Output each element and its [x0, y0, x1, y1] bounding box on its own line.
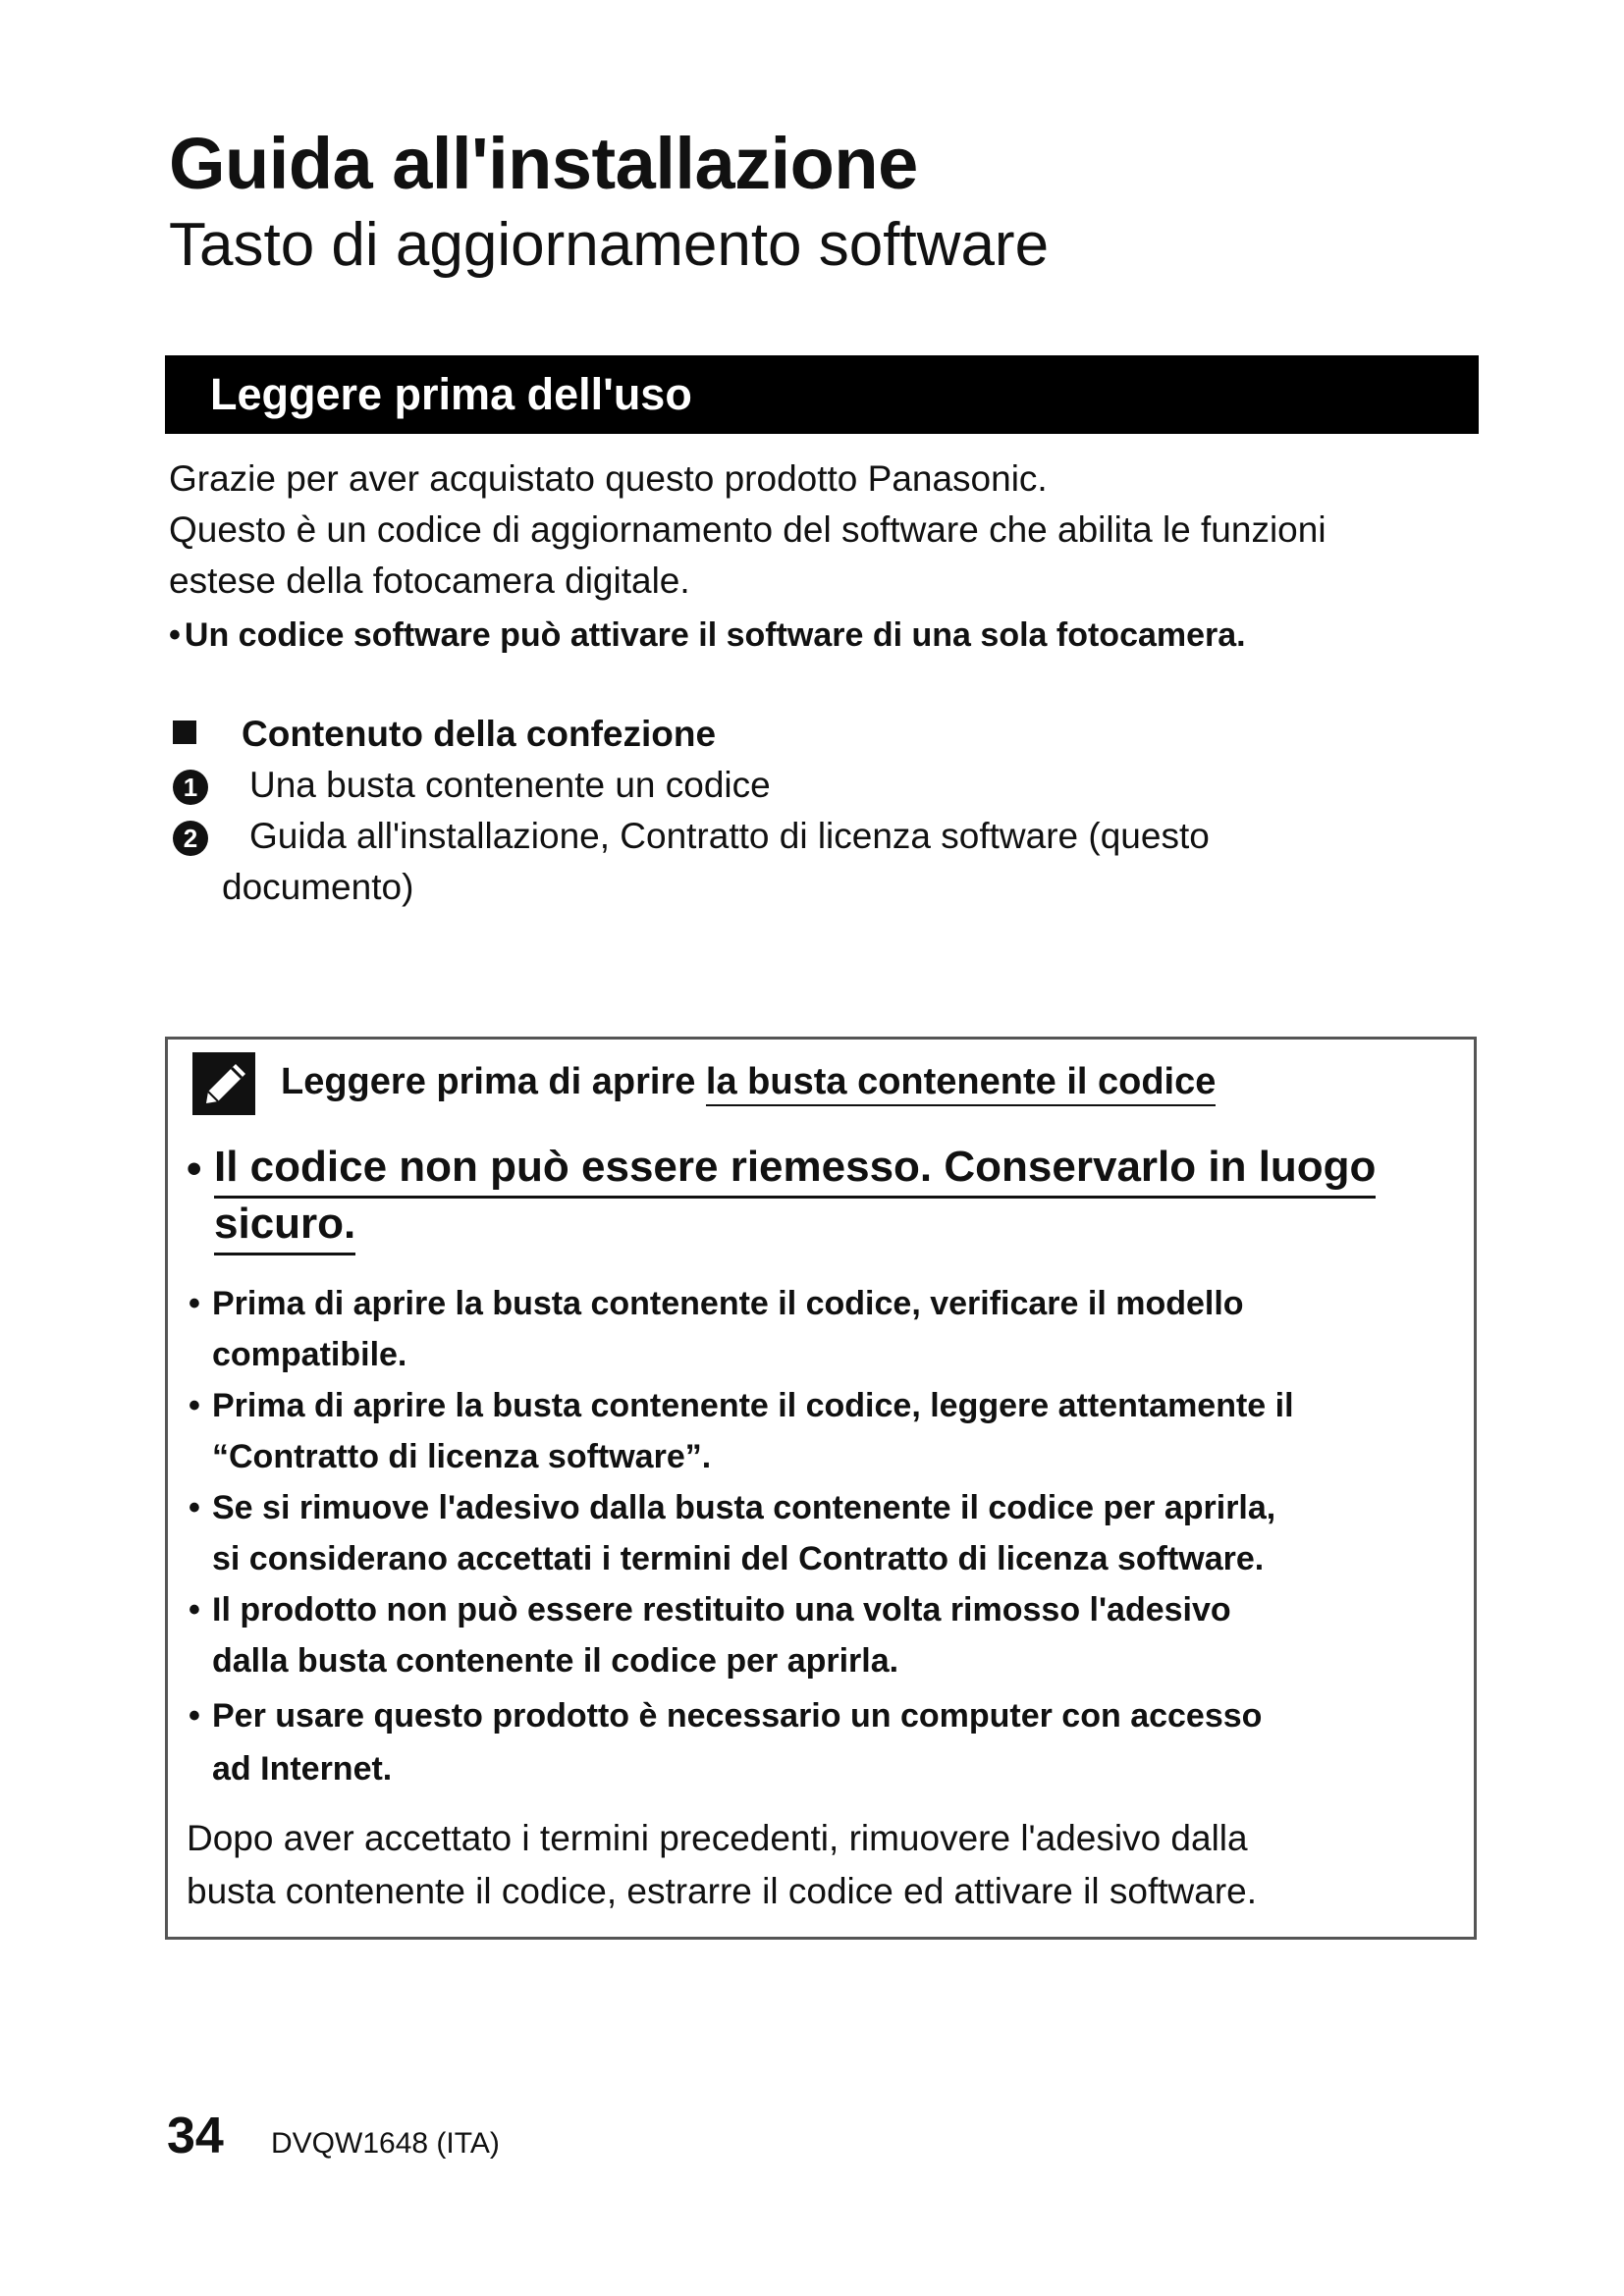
page-number: 34 [167, 2108, 224, 2164]
notice-bullet-5-line-2: ad Internet. [212, 1750, 393, 1788]
notice-heading-underlined: la busta contenente il codice [706, 1061, 1216, 1106]
notice-bullet-4-line-1: Il prodotto non può essere restituito una volta rimosso l'adesivo [212, 1591, 1231, 1629]
intro-bold-bullet [169, 613, 1246, 658]
notice-heading-prefix: Leggere prima di aprire [281, 1061, 706, 1102]
warning-line-2: sicuro. [214, 1196, 355, 1255]
intro-bold-text: Un codice software può attivare il software di una sola fotocamera. [184, 616, 1246, 654]
page-subtitle: Tasto di aggiornamento software [169, 211, 1050, 279]
document-code: DVQW1648 (ITA) [271, 2127, 500, 2160]
section-bar-label: Leggere prima dell'uso [210, 369, 692, 419]
pencil-note-icon [192, 1052, 255, 1115]
contents-heading [173, 709, 716, 760]
bullet-dot: • [189, 1489, 200, 1526]
warning-bullet-dot: • [187, 1145, 202, 1193]
notice-bullet-2-line-1: Prima di aprire la busta contenente il codice, leggere attentamente il [212, 1387, 1294, 1424]
notice-closing [187, 1812, 1463, 1918]
notice-bullet-4-line-2: dalla busta contenente il codice per aprirla. [212, 1642, 899, 1680]
bullet-dot: • [189, 1697, 200, 1735]
intro-line-1: Grazie per aver acquistato questo prodotto Panasonic. [169, 458, 1048, 499]
notice-bullet-3-line-2: si considerano accettati i termini del Contratto di licenza software. [212, 1540, 1265, 1577]
notice-closing-line-2: busta contenente il codice, estrarre il codice ed attivare il software. [187, 1871, 1258, 1911]
notice-closing-line-1: Dopo aver accettato i termini precedenti, rimuovere l'adesivo dalla [187, 1818, 1248, 1858]
intro-line-2: Questo è un codice di aggiornamento del software che abilita le funzioni [169, 509, 1326, 550]
number-2-icon: 2 [173, 821, 208, 856]
bullet-dot: • [189, 1591, 200, 1629]
notice-bullet-1-line-1: Prima di aprire la busta contenente il codice, verificare il modello [212, 1285, 1244, 1322]
intro-line-3: estese della fotocamera digitale. [169, 561, 690, 601]
notice-heading [281, 1054, 1216, 1109]
notice-bullet-5-line-1: Per usare questo prodotto è necessario un computer con accesso [212, 1697, 1263, 1735]
bullet-dot: • [189, 1285, 200, 1322]
section-bar [165, 355, 1479, 434]
page-title: Guida all'installazione [169, 123, 918, 204]
contents-item-1: Una busta contenente un codice [249, 765, 771, 805]
bullet-dot: • [169, 616, 181, 654]
notice-bullet-3-line-1: Se si rimuove l'adesivo dalla busta contenente il codice per aprirla, [212, 1489, 1276, 1526]
notice-bullet-2-line-2: “Contratto di licenza software”. [212, 1438, 712, 1475]
bullet-dot: • [189, 1387, 200, 1424]
contents-item-2-line-1: Guida all'installazione, Contratto di licenza software (questo [249, 816, 1210, 856]
square-bullet-icon [173, 721, 196, 744]
notice-bullet-1-line-2: compatibile. [212, 1336, 407, 1373]
number-1-icon: 1 [173, 770, 208, 805]
contents-item-2-line-2: documento) [222, 867, 414, 907]
contents-heading-text: Contenuto della confezione [242, 714, 717, 754]
warning-line-1: Il codice non può essere riemesso. Conservarlo in luogo [214, 1139, 1376, 1199]
